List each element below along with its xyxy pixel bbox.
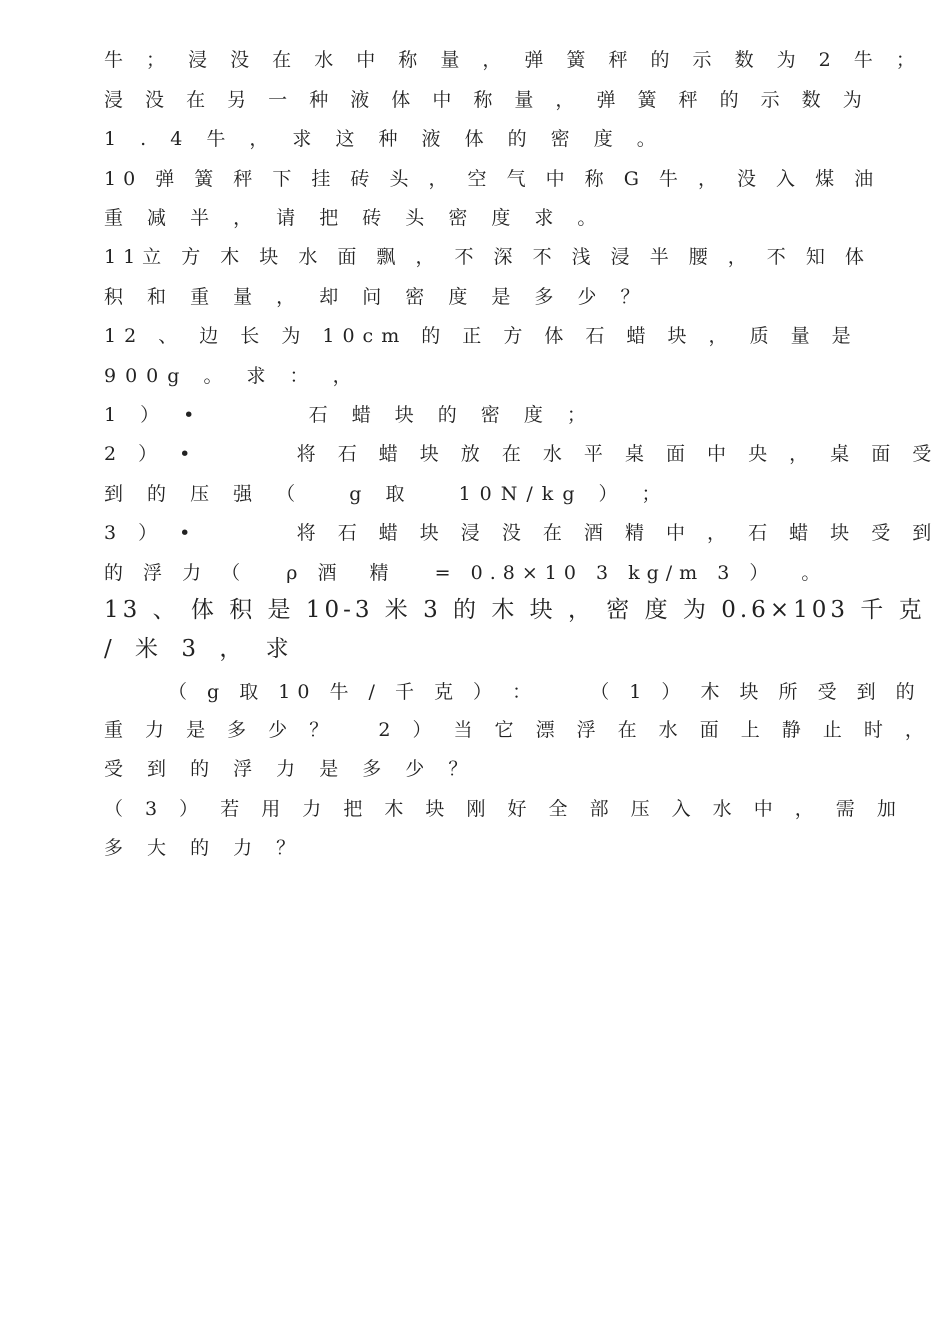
text-line-19: 受 到 的 浮 力 是 多 少 ？ <box>104 758 477 780</box>
text-line-8: 12 、 边 长 为 10cm 的 正 方 体 石 蜡 块 ， 质 量 是 <box>104 325 859 347</box>
text-line-17: （ g 取 10 牛 / 千 克 ） ： （ 1 ） 木 块 所 受 到 的 <box>168 681 922 703</box>
text-line-10: 1 ） • 石 蜡 块 的 密 度 ； <box>104 404 595 426</box>
text-line-20: （ 3 ） 若 用 力 把 木 块 刚 好 全 部 压 入 水 中 ， 需 加 <box>104 798 904 820</box>
text-line-7: 积 和 重 量 ， 却 问 密 度 是 多 少 ？ <box>104 286 649 308</box>
text-line-2: 浸 没 在 另 一 种 液 体 中 称 量 ， 弹 簧 秤 的 示 数 为 <box>104 89 870 111</box>
text-line-1: 牛 ； 浸 没 在 水 中 称 量 ， 弹 簧 秤 的 示 数 为 2 牛 ； <box>104 49 924 71</box>
text-line-11: 2 ） • 将 石 蜡 块 放 在 水 平 桌 面 中 央 ， 桌 面 受 <box>104 443 940 465</box>
text-line-3: 1 . 4 牛 ， 求 这 种 液 体 的 密 度 。 <box>104 128 665 150</box>
text-line-15: 13 、 体 积 是 10-3 米 3 的 木 块 ， 密 度 为 0.6×103 千 克 <box>104 597 926 623</box>
text-line-5: 重 减 半 ， 请 把 砖 头 密 度 求 。 <box>104 207 606 229</box>
text-line-12: 到 的 压 强 （ g 取 10N/kg ） ； <box>104 483 670 505</box>
text-line-6: 11立 方 木 块 水 面 飘 ， 不 深 不 浅 浸 半 腰 ， 不 知 体 <box>104 246 871 268</box>
text-line-9: 900g 。 求 ： ， <box>104 365 361 387</box>
text-line-14: 的 浮 力 （ ρ 酒 精 = 0.8×10 3 kg/m 3 ） 。 <box>104 562 828 584</box>
text-line-21: 多 大 的 力 ？ <box>104 837 305 859</box>
text-line-13: 3 ） • 将 石 蜡 块 浸 没 在 酒 精 中 ， 石 蜡 块 受 到 <box>104 522 940 544</box>
text-line-18: 重 力 是 多 少 ？ 2 ） 当 它 漂 浮 在 水 面 上 静 止 时 ， <box>104 719 932 741</box>
text-line-16: / 米 3 ， 求 <box>104 636 297 662</box>
text-line-4: 10 弹 簧 秤 下 挂 砖 头 ， 空 气 中 称 G 牛 ， 没 入 煤 油 <box>104 168 881 190</box>
